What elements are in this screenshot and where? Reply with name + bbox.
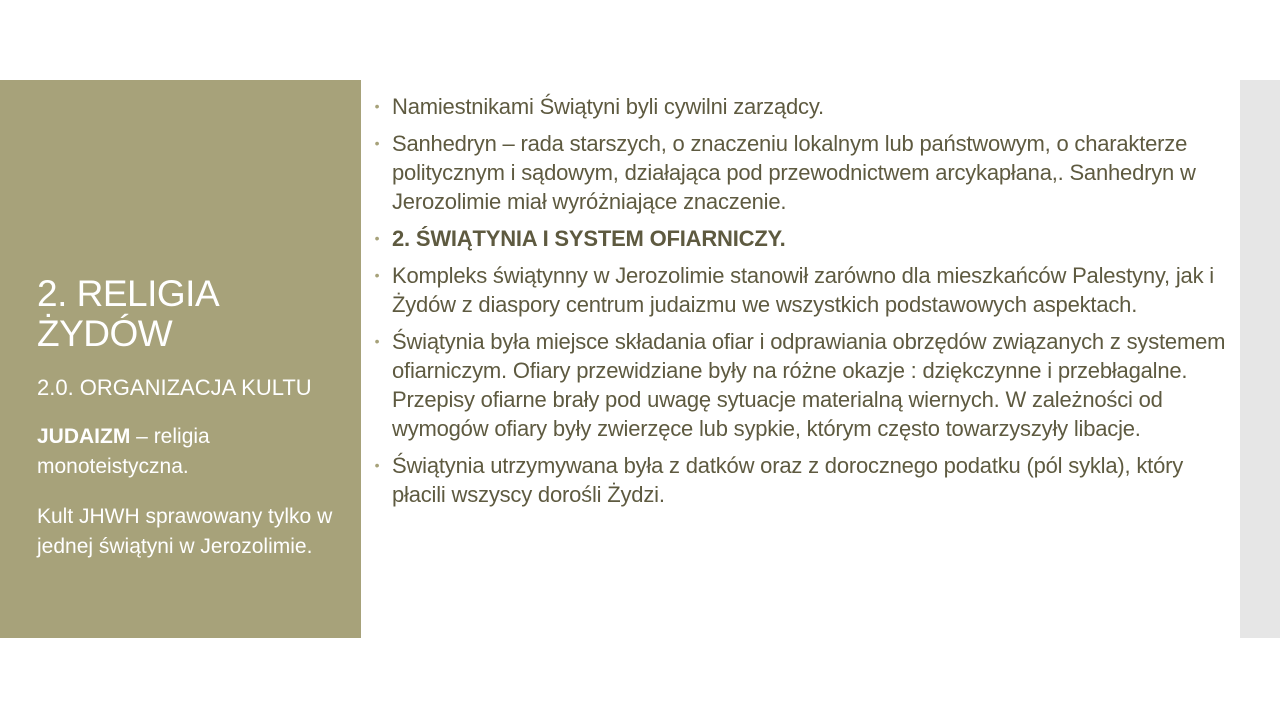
slide-subtitle: 2.0. ORGANIZACJA KULTU bbox=[37, 375, 312, 400]
bullet-text: Sanhedryn – rada starszych, o znaczeniu lokalnym lub państwowym, o charakterze politycznym i sądowym, działająca pod przewodnictwem arcykapłana,. Sanhedryn w Jerozolimie miał wyróżniające znaczenie. bbox=[392, 131, 1196, 214]
bullet-dot-icon: • bbox=[374, 333, 380, 349]
right-edge-strip bbox=[1240, 80, 1280, 638]
bullet-dot-icon: • bbox=[374, 267, 380, 283]
bullet-dot-icon: • bbox=[374, 457, 380, 473]
bullet-item bbox=[370, 451, 1232, 509]
judaism-description: – religia monoteistyczna. bbox=[37, 425, 210, 478]
bullet-dot-icon: • bbox=[374, 230, 380, 246]
bullet-item bbox=[370, 327, 1232, 443]
bullet-item bbox=[370, 129, 1232, 216]
bullet-dot-icon: • bbox=[374, 98, 380, 114]
bullet-list bbox=[370, 92, 1232, 517]
bullet-text: 2. ŚWIĄTYNIA I SYSTEM OFIARNICZY. bbox=[392, 226, 786, 251]
judaism-term: JUDAIZM bbox=[37, 425, 131, 448]
bullet-text: Świątynia utrzymywana była z datków oraz z dorocznego podatku (pól sykla), który płacili wszyscy dorośli Żydzi. bbox=[392, 453, 1184, 507]
bullet-item bbox=[370, 261, 1232, 319]
bullet-dot-icon: • bbox=[374, 135, 380, 151]
slide-title: 2. RELIGIA ŻYDÓW bbox=[37, 273, 218, 354]
judaism-definition bbox=[37, 422, 337, 482]
bullet-section-heading bbox=[370, 224, 1232, 253]
bullet-text: Namiestnikami Świątyni byli cywilni zarządcy. bbox=[392, 94, 824, 119]
cult-description: Kult JHWH sprawowany tylko w jednej świątyni w Jerozolimie. bbox=[37, 505, 333, 558]
bullet-text: Kompleks świątynny w Jerozolimie stanowił zarówno dla mieszkańców Palestyny, jak i Żydów z diaspory centrum judaizmu we wszystkich podstawowych aspektach. bbox=[392, 263, 1214, 317]
bullet-text: Świątynia była miejsce składania ofiar i odprawiania obrzędów związanych z systemem ofiarniczym. Ofiary przewidziane były na różne okazje : dziękczynne i przebłagalne. Przepisy ofiarne brały pod uwagę sytuacje materialną wiernych. W zależności od wymogów ofiary były zwierzęce lub sypkie, którym często towarzyszyły libacje. bbox=[392, 329, 1226, 441]
bullet-item bbox=[370, 92, 1232, 121]
